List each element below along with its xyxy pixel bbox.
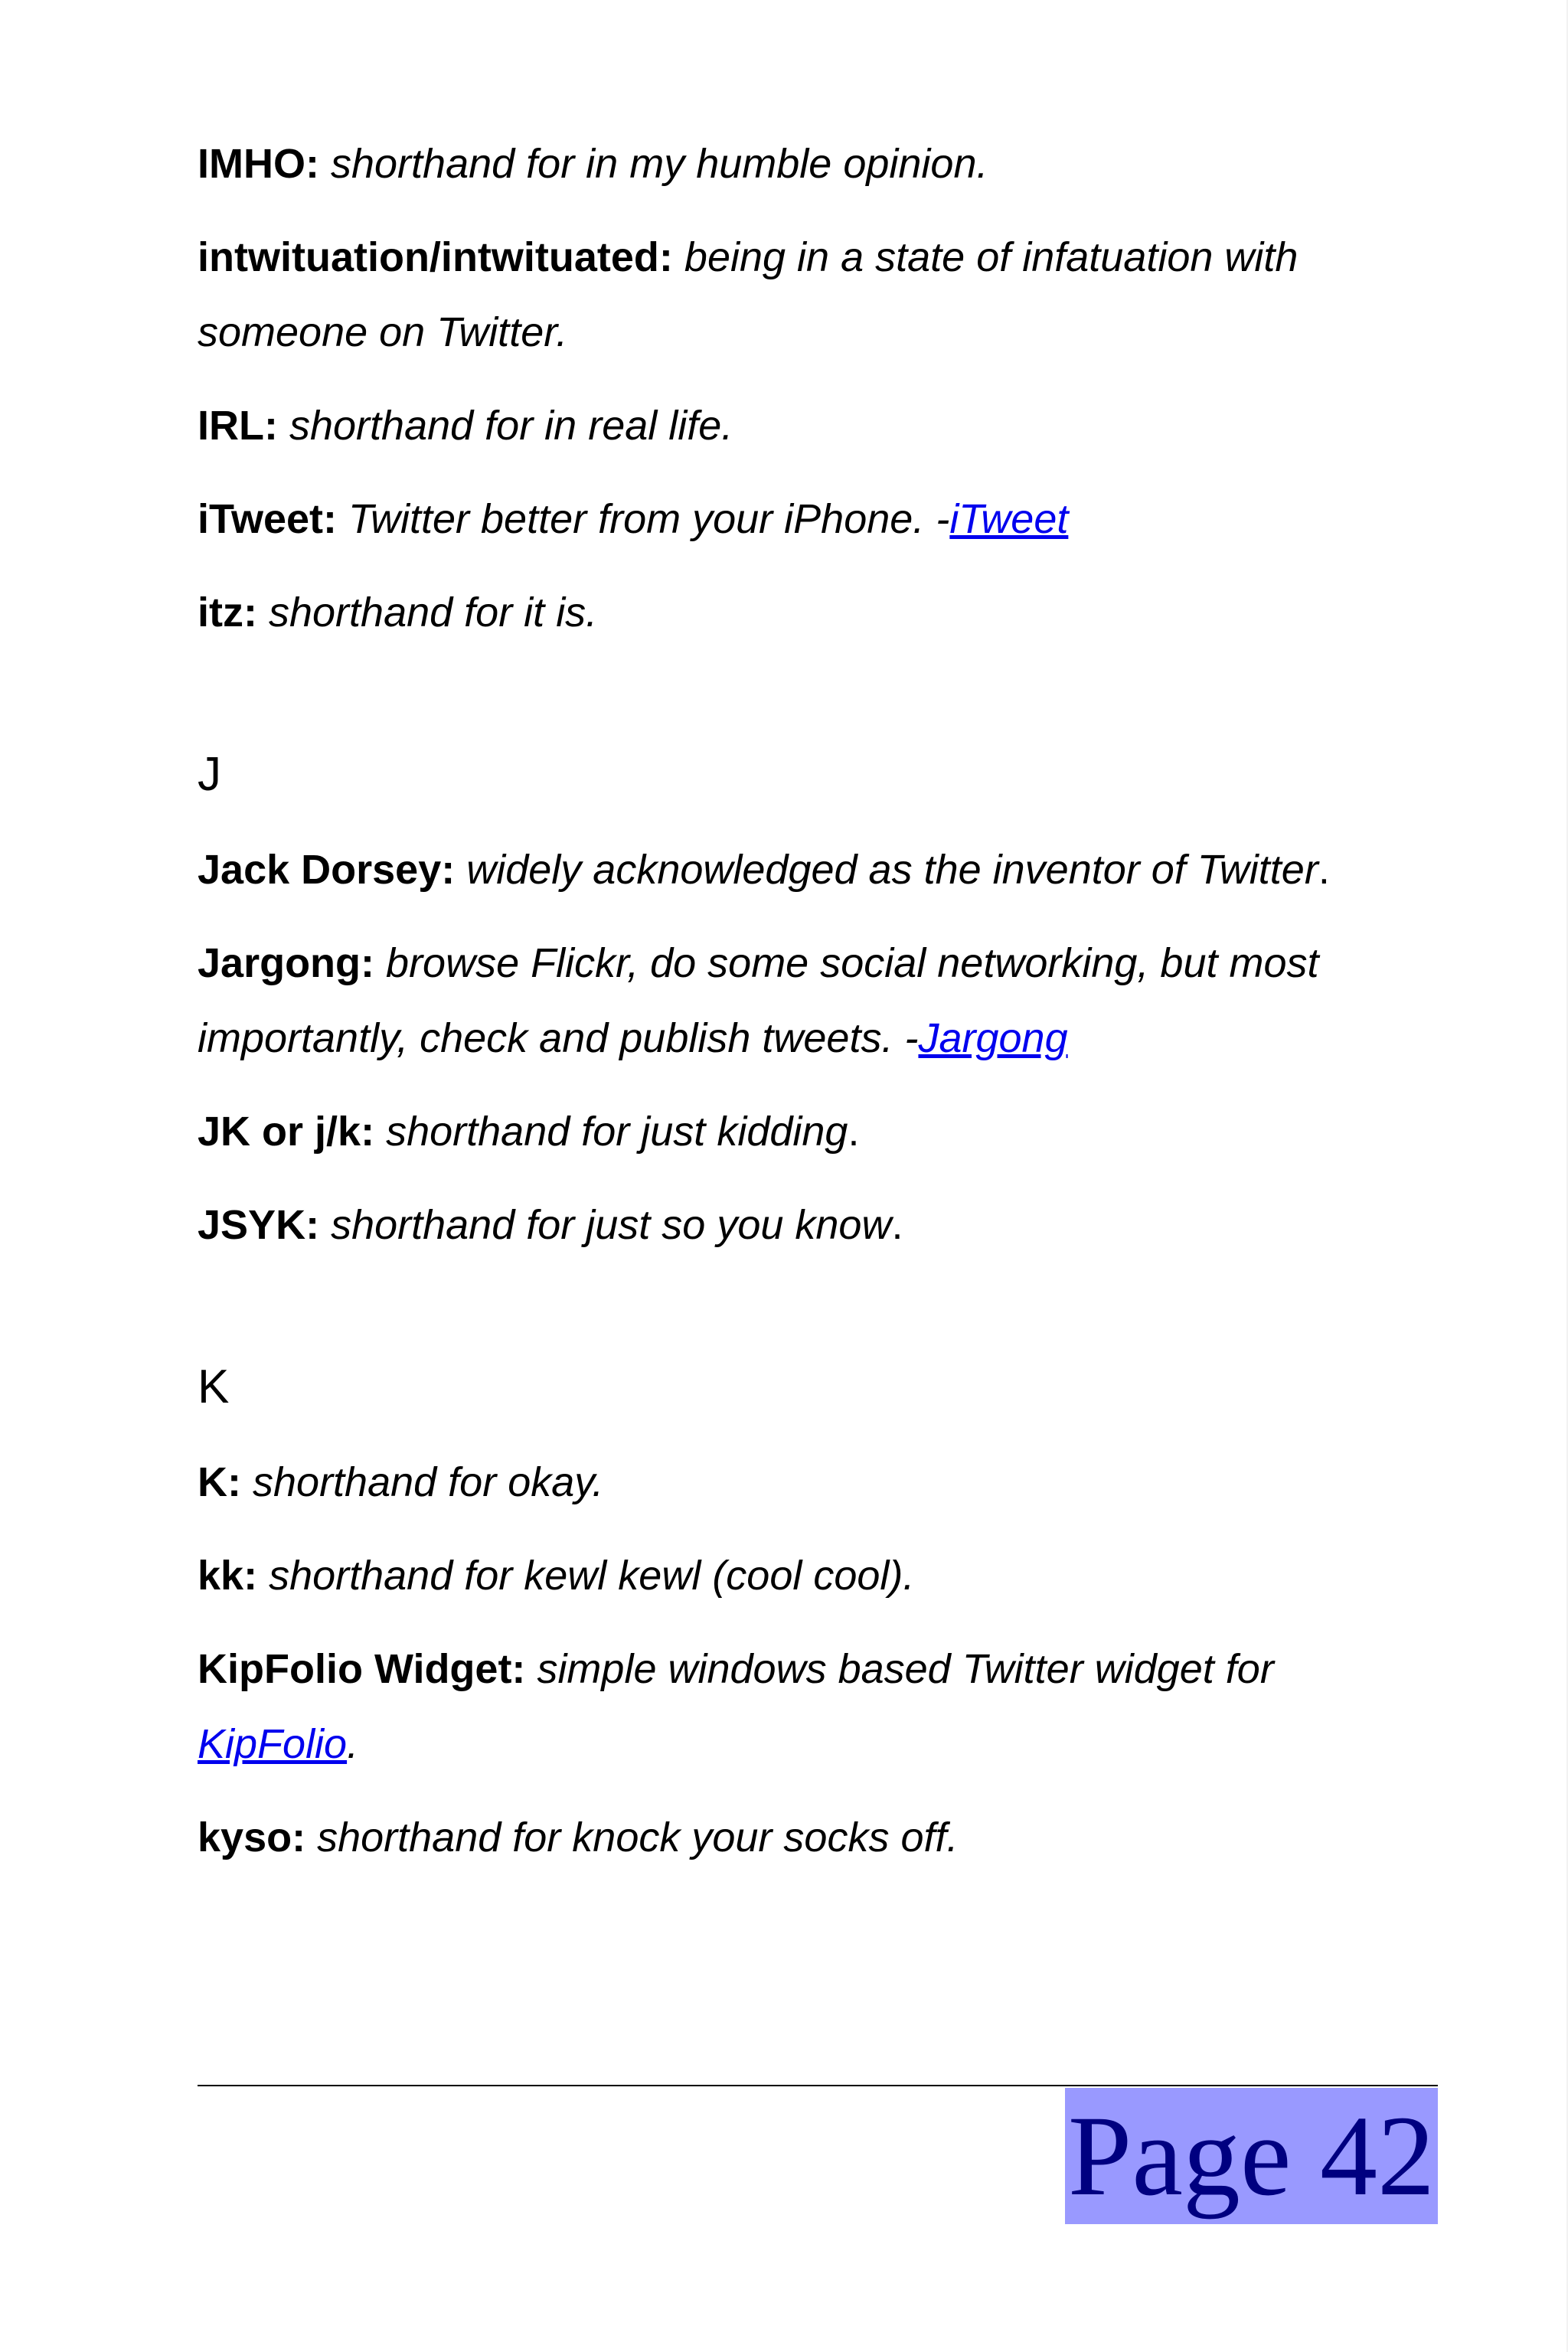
glossary-definition: shorthand for kewl kewl (cool cool).: [269, 1553, 915, 1599]
glossary-punctuation: .: [347, 1721, 359, 1767]
glossary-term: kk:: [198, 1553, 258, 1599]
glossary-page: [198, 126, 1438, 1893]
glossary-term: JK or j/k:: [198, 1109, 375, 1155]
glossary-definition: shorthand for knock your socks off.: [317, 1815, 959, 1860]
glossary-punctuation: .: [1318, 847, 1330, 893]
glossary-definition: simple windows based Twitter widget for: [537, 1646, 1274, 1692]
glossary-term: kyso:: [198, 1815, 306, 1860]
glossary-entry: [198, 1187, 1438, 1263]
glossary-entry: [198, 220, 1438, 370]
glossary-term: iTweet:: [198, 496, 338, 542]
glossary-entry: [198, 1800, 1438, 1875]
glossary-term: Jargong:: [198, 940, 375, 986]
glossary-term: IRL:: [198, 403, 278, 449]
section-heading: K: [198, 1361, 230, 1413]
glossary-term: Jack Dorsey:: [198, 847, 456, 893]
glossary-link[interactable]: Jargong: [918, 1015, 1068, 1061]
glossary-punctuation: .: [848, 1109, 860, 1155]
glossary-definition: shorthand for okay.: [253, 1459, 604, 1505]
glossary-definition: being in a state of infatuation with someone on Twitter.: [198, 234, 1298, 355]
glossary-term: intwituation/intwituated:: [198, 234, 673, 280]
glossary-content: [198, 126, 1438, 1875]
glossary-entry: [198, 926, 1438, 1076]
glossary-entry: [198, 575, 1438, 650]
glossary-definition: shorthand for in my humble opinion.: [330, 141, 988, 187]
glossary-entry: [198, 482, 1438, 557]
page-number: Page 42: [1065, 2088, 1438, 2224]
glossary-definition: shorthand for just so you know: [331, 1202, 892, 1248]
glossary-definition: shorthand for it is.: [268, 590, 598, 635]
glossary-definition: widely acknowledged as the inventor of Twitter: [466, 847, 1318, 893]
glossary-definition: shorthand for just kidding: [386, 1109, 848, 1155]
glossary-entry: [198, 1538, 1438, 1613]
glossary-term: JSYK:: [198, 1202, 320, 1248]
glossary-term: itz:: [198, 590, 257, 635]
glossary-entry: [198, 1094, 1438, 1169]
glossary-definition: Twitter better from your iPhone. -: [348, 496, 950, 542]
glossary-entry: [198, 1445, 1438, 1520]
glossary-link[interactable]: iTweet: [949, 496, 1069, 542]
glossary-entry: [198, 832, 1438, 907]
glossary-term: IMHO:: [198, 141, 319, 187]
glossary-link[interactable]: KipFolio: [198, 1721, 348, 1767]
glossary-definition: shorthand for in real life.: [289, 403, 733, 449]
glossary-entry: [198, 126, 1438, 201]
section-heading: J: [198, 748, 221, 801]
glossary-term: KipFolio Widget:: [198, 1646, 526, 1692]
glossary-definition: browse Flickr, do some social networking, but most importantly, check and publish tweets. -: [198, 940, 1319, 1061]
glossary-entry: [198, 1632, 1438, 1782]
glossary-entry: [198, 388, 1438, 463]
glossary-term: K:: [198, 1459, 241, 1505]
glossary-punctuation: .: [891, 1202, 903, 1248]
footer-rule: [198, 2085, 1438, 2086]
